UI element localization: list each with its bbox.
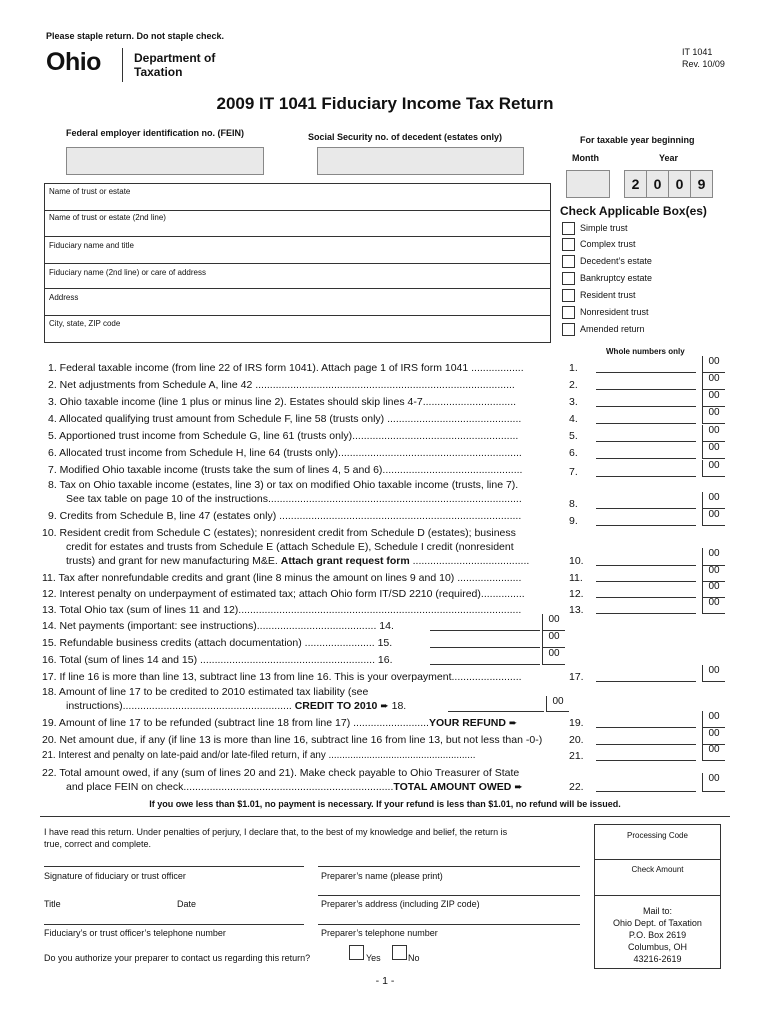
year-digit: 0 [668, 170, 691, 198]
amount-field[interactable] [596, 581, 696, 582]
checkbox-label: Nonresident trust [580, 307, 649, 317]
amount-field[interactable] [596, 744, 696, 745]
line-number: 8. [569, 498, 578, 510]
year-label: Year [659, 153, 679, 163]
line-20-text: 20. Net amount due, if any (if line 13 is more than line 16, subtract line 16 from line 13, but not less than -0-) [42, 734, 543, 746]
cents-field: 00 [702, 581, 725, 598]
line-3-text: 3. Ohio taxable income (line 1 plus or minus line 2). Estates should skip lines 4-7................................ [48, 396, 517, 408]
line-7-text: 7. Modified Ohio taxable income (trusts take the sum of lines 4, 5 and 6)................................................ [48, 464, 523, 476]
amount-field[interactable] [596, 681, 696, 682]
title-label: Title [44, 899, 61, 909]
field-label: Address [49, 293, 79, 302]
year-digit: 0 [646, 170, 669, 198]
line-number: 7. [569, 466, 578, 478]
cents-field: 00 [702, 390, 725, 407]
line-16-text: 16. Total (sum of lines 14 and 15) ............................................................ 16. [42, 654, 393, 666]
amount-field[interactable] [596, 525, 696, 526]
cents-field: 00 [702, 356, 725, 373]
line-22-text: 22. Total amount owed, if any (sum of lines 20 and 21). Make check payable to Ohio Treasurer of State [42, 767, 520, 779]
cents-field: 00 [702, 665, 725, 682]
cents-field: 00 [546, 696, 569, 712]
mailing-address: Mail to: Ohio Dept. of Taxation P.O. Box 2619 Columbus, OH 43216-2619 [613, 906, 702, 964]
month-input[interactable] [566, 170, 610, 198]
tax-year-label: For taxable year beginning [580, 135, 695, 145]
no-label: No [408, 953, 420, 963]
amount-field[interactable] [596, 389, 696, 390]
line-13-text: 13. Total Ohio tax (sum of lines 11 and 12)................................................................................................. [42, 604, 522, 616]
checkbox-label: Amended return [580, 324, 645, 334]
line-8-text-2: See tax table on page 10 of the instructions....................................................................................... [66, 493, 522, 505]
field-label: Fiduciary name (2nd line) or care of address [49, 268, 206, 277]
line-number: 22. [569, 781, 584, 793]
amount-field[interactable] [596, 372, 696, 373]
line-1-text: 1. Federal taxable income (from line 22 of IRS form 1041). Attach page 1 of IRS form 1041 .................. [48, 362, 524, 374]
line-number: 2. [569, 379, 578, 391]
decedents-estate-checkbox[interactable] [562, 255, 575, 268]
amount-field[interactable] [430, 630, 540, 631]
form-title: 2009 IT 1041 Fiduciary Income Tax Return [216, 94, 554, 113]
date-label: Date [177, 899, 197, 909]
cents-field: 00 [702, 548, 725, 566]
line-number: 11. [569, 572, 583, 584]
amount-field[interactable] [596, 760, 696, 761]
nonresident-trust-checkbox[interactable] [562, 306, 575, 319]
cents-field: 00 [702, 744, 725, 761]
line-10-text: 10. Resident credit from Schedule C (estates); nonresident credit from Schedule D (estates); business [42, 527, 516, 539]
line-number: 20. [569, 734, 584, 746]
check-heading: Check Applicable Box(es) [560, 204, 707, 218]
amount-field[interactable] [596, 613, 696, 614]
field-label: Name of trust or estate (2nd line) [49, 213, 166, 222]
preparer-address-label: Preparer’s address (including ZIP code) [321, 899, 480, 909]
amended-return-checkbox[interactable] [562, 323, 575, 336]
name-address-block [44, 183, 551, 343]
yes-label: Yes [366, 953, 381, 963]
line-number: 3. [569, 396, 578, 408]
line-number: 13. [569, 604, 584, 616]
checkbox-label: Complex trust [580, 239, 636, 249]
cents-field: 00 [702, 373, 725, 390]
checkbox-label: Resident trust [580, 290, 636, 300]
amount-field[interactable] [596, 727, 696, 728]
page-number: - 1 - [375, 975, 395, 987]
line-number: 21. [569, 750, 584, 762]
amount-field[interactable] [596, 441, 696, 442]
office-use-box [594, 824, 721, 969]
form-id: IT 1041 Rev. 10/09 [682, 47, 725, 69]
preparer-phone-line[interactable] [318, 924, 580, 925]
fiduciary-phone-label: Fiduciary’s or trust officer’s telephone number [44, 928, 226, 938]
line-10-text-2: credit for estates and trusts from Schedule E (attach Schedule E), Schedule I credit (nonresident [66, 541, 514, 553]
cents-field: 00 [702, 509, 725, 526]
yes-checkbox[interactable] [349, 945, 364, 960]
amount-field[interactable] [596, 508, 696, 509]
amount-field[interactable] [596, 476, 696, 477]
checkbox-label: Simple trust [580, 223, 628, 233]
amount-field[interactable] [596, 565, 696, 566]
line-number: 12. [569, 588, 584, 600]
fein-label: Federal employer identification no. (FEIN) [66, 128, 245, 138]
bankruptcy-estate-checkbox[interactable] [562, 272, 575, 285]
cents-field: 00 [542, 631, 565, 648]
ssn-label: Social Security no. of decedent (estates only) [308, 132, 503, 142]
line-number: 9. [569, 515, 578, 527]
line-10-text-3: trusts) and grant for new manufacturing M&E. Attach grant request form ........................................ [66, 555, 530, 567]
field-label: Fiduciary name and title [49, 241, 134, 250]
signature-line[interactable] [44, 866, 304, 867]
resident-trust-checkbox[interactable] [562, 289, 575, 302]
cents-field: 00 [702, 773, 725, 792]
cents-field: 00 [702, 728, 725, 745]
cents-field: 00 [702, 565, 725, 582]
line-4-text: 4. Allocated qualifying trust amount from Schedule F, line 58 (trusts only) .............................................. [48, 413, 522, 425]
declaration-text: I have read this return. Under penalties of perjury, I declare that, to the best of my knowledge and belief, the return is true, correct and complete. [44, 827, 508, 849]
amount-field[interactable] [596, 597, 696, 598]
line-22-text-2: and place FEIN on check........................................................................TOTAL AMOUNT OWED ➨ [66, 781, 523, 793]
line-8-text: 8. Tax on Ohio taxable income (estates, line 3) or tax on modified Ohio taxable income (trusts, line 7). [48, 479, 519, 491]
cents-field: 00 [702, 442, 725, 459]
field-label: City, state, ZIP code [49, 319, 121, 328]
amount-field[interactable] [596, 423, 696, 424]
line-11-text: 11. Tax after nonrefundable credits and grant (line 8 minus the amount on lines 9 and 10) ...................... [42, 572, 522, 584]
arrow-icon: ➨ [508, 718, 518, 729]
amount-field[interactable] [596, 458, 696, 459]
line-18-text-2: instructions).......................................................... CREDIT TO 2010 ➨ 18. [66, 700, 407, 712]
arrow-icon: ➨ [514, 782, 523, 793]
complex-trust-checkbox[interactable] [562, 238, 575, 251]
checkbox-label: Decedent’s estate [580, 256, 652, 266]
line-2-text: 2. Net adjustments from Schedule A, line 42 ......................................................................................... [48, 379, 515, 391]
preparer-address-line[interactable] [318, 895, 580, 896]
ohio-logo: Ohio [46, 48, 101, 76]
line-number: 1. [569, 362, 578, 374]
divider [40, 816, 730, 817]
no-checkbox[interactable] [392, 945, 407, 960]
cents-field: 00 [702, 460, 725, 477]
cents-field: 00 [542, 614, 565, 631]
payment-notice: If you owe less than $1.01, no payment is necessary. If your refund is less than $1.01, no refund will be issued. [149, 799, 621, 809]
line-12-text: 12. Interest penalty on underpayment of estimated tax; attach Ohio form IT/SD 2210 (required)............... [42, 588, 525, 600]
line-21-text: 21. Interest and penalty on late-paid and/or late-filed return, if any ...................................................... [42, 750, 476, 761]
cents-field: 00 [702, 597, 725, 614]
simple-trust-checkbox[interactable] [562, 222, 575, 235]
preparer-name-line[interactable] [318, 866, 580, 867]
line-14-text: 14. Net payments (important: see instructions)......................................... 14. [42, 620, 394, 632]
line-5-text: 5. Apportioned trust income from Schedule G, line 61 (trusts only)......................................................... [48, 430, 519, 442]
processing-code-label: Processing Code [627, 831, 688, 840]
year-digit: 9 [690, 170, 713, 198]
line-18-text: 18. Amount of line 17 to be credited to 2010 estimated tax liability (see [42, 686, 369, 698]
dept-name: Department of Taxation [134, 51, 216, 79]
cents-field: 00 [702, 425, 725, 442]
authorize-question: Do you authorize your preparer to contact us regarding this return? [44, 953, 311, 963]
cents-field: 00 [702, 407, 725, 424]
amount-field[interactable] [448, 711, 544, 712]
line-17-text: 17. If line 16 is more than line 13, subtract line 13 from line 16. This is your overpayment........................ [42, 671, 522, 683]
cents-field: 00 [702, 492, 725, 509]
preparer-name-label: Preparer’s name (please print) [321, 871, 443, 881]
line-number: 19. [569, 717, 584, 729]
line-6-text: 6. Allocated trust income from Schedule H, line 64 (trusts only)............................................................... [48, 447, 522, 459]
line-number: 17. [569, 671, 584, 683]
ssn-input[interactable] [317, 147, 524, 175]
year-digit: 2 [624, 170, 647, 198]
signature-label: Signature of fiduciary or trust officer [44, 871, 186, 881]
cents-field: 00 [702, 711, 725, 728]
line-9-text: 9. Credits from Schedule B, line 47 (estates only) ................................................................................... [48, 510, 522, 522]
amount-field[interactable] [430, 647, 540, 648]
fein-input[interactable] [66, 147, 264, 175]
line-19-text: 19. Amount of line 17 to be refunded (subtract line 18 from line 17) ..........................YOUR REFUND ➨ [42, 717, 518, 729]
line-number: 6. [569, 447, 578, 459]
line-number: 10. [569, 555, 584, 567]
whole-numbers-label: Whole numbers only [606, 347, 685, 356]
amount-field[interactable] [596, 791, 696, 792]
line-number: 5. [569, 430, 578, 442]
cents-field: 00 [542, 648, 565, 665]
amount-field[interactable] [430, 664, 540, 665]
arrow-icon: ➨ [380, 701, 389, 712]
logo-divider [122, 48, 123, 82]
check-amount-label: Check Amount [631, 865, 684, 874]
amount-field[interactable] [596, 406, 696, 407]
month-label: Month [572, 153, 599, 163]
field-label: Name of trust or estate [49, 187, 131, 196]
line-15-text: 15. Refundable business credits (attach documentation) ........................ 15. [42, 637, 393, 649]
staple-note: Please staple return. Do not staple check. [46, 31, 225, 41]
phone-line[interactable] [44, 924, 304, 925]
preparer-phone-label: Preparer’s telephone number [321, 928, 438, 938]
line-number: 4. [569, 413, 578, 425]
checkbox-label: Bankruptcy estate [580, 273, 653, 283]
